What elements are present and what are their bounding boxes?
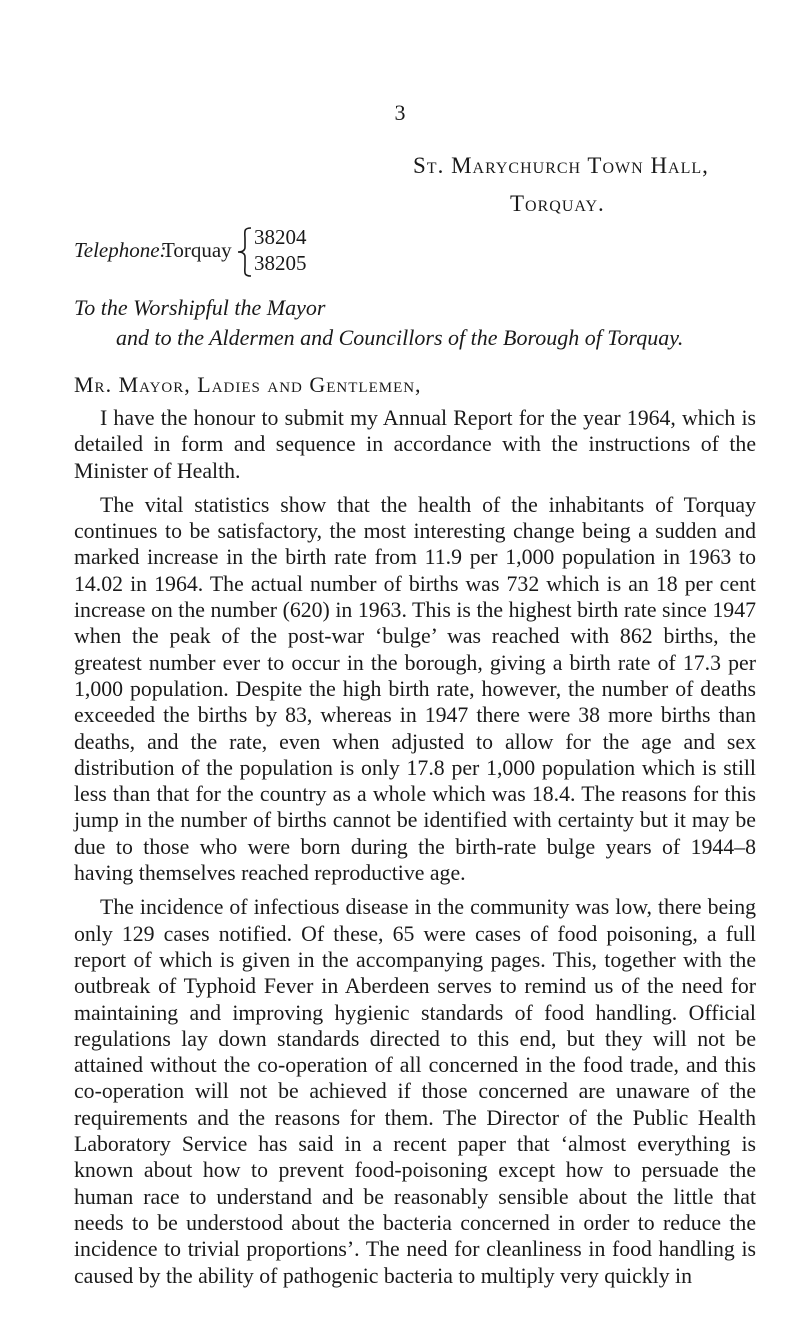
addressee xyxy=(74,293,754,353)
report-body xyxy=(74,405,756,1297)
paragraph: The incidence of infectious disease in the community was low, there being only 129 cases notified. Of these, 65 were cases of food poisoning, a full report of which is given in the accompanying pages. This, together with the outbreak of Typhoid Fever in Aberdeen serves to remind us of the need for maintaining and improving hygienic standards of food handling. Official regulations lay down standards directed to this end, but they will not be attained without the co-operation of all concerned in the food trade, and this co-operation will not be achieved if those concerned are unaware of the requirements and the reasons for them. The Director of the Public Health Laboratory Service has said in a recent paper that ‘almost everything is known about how to prevent food-poisoning except how to persuade the human race to understand and be reasonably sensible about the little that needs to be understood about the bacteria concerned in order to reduce the incidence to trivial proportions’. The need for cleanliness in food handling is caused by the ability of pathogenic bacteria to multiply very quickly in xyxy=(74,895,756,1288)
addressee-line-2: and to the Aldermen and Councillors of the Borough of Torquay. xyxy=(116,325,684,350)
telephone-number-1: 38204 xyxy=(254,225,307,249)
telephone-town: Torquay xyxy=(162,238,232,262)
page-number: 3 xyxy=(394,100,406,125)
salutation: Mr. Mayor, Ladies and Gentlemen, xyxy=(74,372,422,397)
telephone-label: Telephone: xyxy=(74,238,167,262)
sender-address xyxy=(413,147,709,223)
telephone-number-2: 38205 xyxy=(254,251,307,275)
addressee-line-1: To the Worshipful the Mayor xyxy=(74,295,326,320)
address-line-2: Torquay. xyxy=(510,191,605,216)
curly-brace-icon xyxy=(237,227,253,277)
address-line-1: St. Marychurch Town Hall, xyxy=(413,153,709,178)
paragraph: The vital statistics show that the health of the inhabitants of Torquay continues to be satisfactory, the most interesting change being a sudden and marked increase in the birth rate from 11.9 per 1,000 population in 1963 to 14.02 in 1964. The actual number of births was 732 which is an 18 per cent increase on the number (620) in 1963. This is the highest birth rate since 1947 when the peak of the post-war ‘bulge’ was reached with 862 births, the greatest number ever to occur in the borough, giving a birth rate of 17.3 per 1,000 population. Despite the high birth rate, however, the number of deaths exceeded the births by 83, whereas in 1947 there were 38 more births than deaths, and the rate, even when adjusted to allow for the age and sex distribution of the population is only 17.8 per 1,000 population which is still less than that for the country as a whole which was 18.4. The reasons for this jump in the number of births cannot be identified with certainty but it may be due to those who were born during the birth-rate bulge years of 1944–8 having themselves reached reproductive age. xyxy=(74,492,756,886)
paragraph: I have the honour to submit my Annual Report for the year 1964, which is detailed in form and sequence in accordance with the instructions of the Minister of Health. xyxy=(74,406,756,483)
